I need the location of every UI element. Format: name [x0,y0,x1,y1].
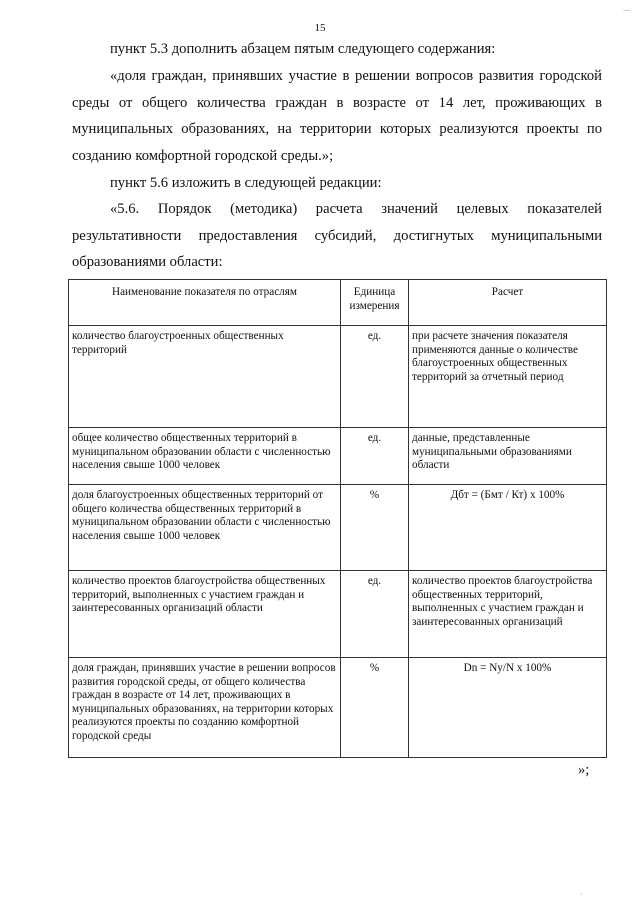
table-header-row [69,280,607,326]
row-unit: % [341,485,409,571]
row-indicator-name: доля граждан, принявших участие в решении вопросов развития городской среды, от общего количества граждан в возрасте от 14 лет, проживающих в муниципальных образованиях, на территории которых реализуются проекты по созданию комфортной городской среды [69,658,341,758]
row-calculation: при расчете значения показателя применяются данные о количестве благоустроенных общественных территорий за отчетный период [409,326,607,428]
row-indicator-name: количество проектов благоустройства общественных территорий, выполненных с участием граждан и заинтересованных организаций области [69,571,341,658]
header-unit: Единица измерения [341,280,409,326]
scan-mark-top: ‿ [623,2,630,11]
closing-quote: »; [578,762,590,778]
paragraph-amend-5-3: пункт 5.3 дополнить абзацем пятым следующего содержания: [110,41,496,57]
table-row [69,485,607,571]
table-row [69,428,607,485]
page-number: 15 [314,22,326,34]
row-calculation: данные, представленные муниципальными образованиями области [409,428,607,485]
row-unit: ед. [341,571,409,658]
table-row [69,571,607,658]
indicators-table [68,279,607,758]
table-row [69,658,607,758]
row-unit: % [341,658,409,758]
row-indicator-name: общее количество общественных территорий в муниципальном образовании области с численностью населения свыше 1000 человек [69,428,341,485]
paragraph-amend-5-6: пункт 5.6 изложить в следующей редакции: [110,175,382,191]
row-indicator-name: количество благоустроенных общественных территорий [69,326,341,428]
header-indicator-name: Наименование показателя по отраслям [69,280,341,326]
row-unit: ед. [341,428,409,485]
paragraph-methodology-intro: «5.6. Порядок (методика) расчета значений целевых показателей результативности предоставления субсидий, достигнутых муниципальными образованиями области: [72,201,602,270]
row-indicator-name: доля благоустроенных общественных территорий от общего количества общественных территорий в муниципальном образовании области с численностью населения свыше 1000 человек [69,485,341,571]
scan-mark-bottom: · [580,890,583,899]
row-unit: ед. [341,326,409,428]
table-row [69,326,607,428]
row-formula: Dn = Ny/N x 100% [409,658,607,758]
header-calculation: Расчет [409,280,607,326]
row-calculation: количество проектов благоустройства общественных территорий, выполненных с участием граждан и заинтересованных организаций [409,571,607,658]
paragraph-quoted-addition: «доля граждан, принявших участие в решении вопросов развития городской среды от общего количества граждан в возрасте от 14 лет, проживающих в муниципальных образованиях, на территории которых реализуются проекты по созданию комфортной городской среды.»; [72,68,602,164]
row-formula: Дбт = (Бмт / Кт) х 100% [409,485,607,571]
